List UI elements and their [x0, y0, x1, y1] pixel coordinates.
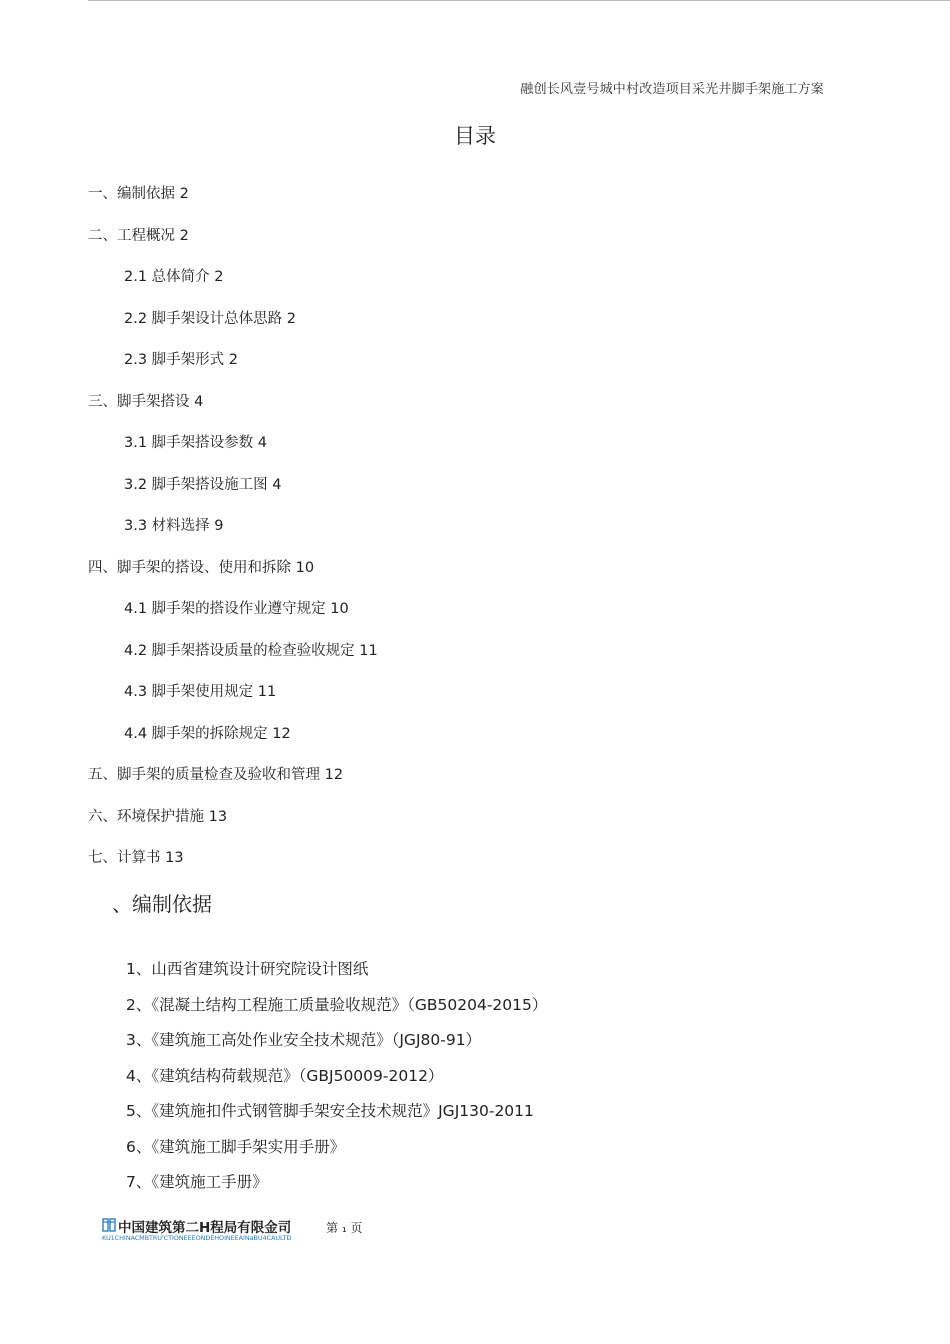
reference-item: 4、《建筑结构荷载规范》（GBJ50009-2012） — [126, 1066, 444, 1085]
toc-entry[interactable]: 三、脚手架搭设 4 — [88, 393, 204, 410]
toc-subentry[interactable]: 4.4 脚手架的拆除规定 12 — [124, 725, 291, 742]
footer-company-name: 中国建筑第二H程局有限金司 — [118, 1220, 292, 1236]
toc-entry[interactable]: 五、脚手架的质量检查及验收和管理 12 — [88, 767, 344, 783]
toc-subentry[interactable]: 3.1 脚手架搭设参数 4 — [124, 435, 268, 451]
footer-page-number: 第 ₁ 页 — [326, 1221, 363, 1235]
toc-subentry[interactable]: 4.1 脚手架的搭设作业遵守规定 10 — [124, 601, 349, 617]
company-logo-icon — [102, 1218, 116, 1232]
running-header: 融创长风壹号城中村改造项目采光井脚手架施工方案 — [520, 82, 824, 97]
toc-subentry[interactable]: 4.2 脚手架搭设质量的检查验收规定 11 — [124, 642, 378, 659]
table-of-contents — [88, 183, 848, 889]
reference-item: 2、《混凝土结构工程施工质量验收规范》（GB50204-2015） — [126, 995, 548, 1014]
toc-entry[interactable]: 四、脚手架的搭设、使用和拆除 10 — [88, 559, 315, 576]
toc-subentry[interactable]: 2.3 脚手架形式 2 — [124, 352, 239, 368]
toc-title: 目录 — [454, 124, 496, 148]
toc-entry[interactable]: 七、计算书 13 — [88, 850, 184, 866]
reference-item: 5、《建筑施扣件式钢管脚手架安全技术规范》JGJ130-2011 — [126, 1102, 534, 1120]
section-heading: 、编制依据 — [112, 892, 212, 916]
reference-item: 6、《建筑施工脚手架实用手册》 — [126, 1137, 346, 1156]
reference-item: 3、《建筑施工高处作业安全技术规范》（JGJ80-91） — [126, 1031, 482, 1049]
toc-subentry[interactable]: 3.2 脚手架搭设施工图 4 — [124, 476, 282, 493]
top-rule — [88, 0, 950, 1]
toc-subentry[interactable]: 2.2 脚手架设计总体思路 2 — [124, 310, 297, 327]
toc-subentry[interactable]: 3.3 材料选择 9 — [124, 518, 224, 534]
toc-entry[interactable]: 二、工程概况 2 — [88, 227, 189, 244]
toc-entry[interactable]: 一、编制依据 2 — [88, 186, 189, 202]
footer-company-english: KU1CHINACMBTRU'CTIONEEEONDEHOINEEAINaBU4CAULTD — [102, 1234, 292, 1242]
reference-item: 1、山西省建筑设计研究院设计图纸 — [126, 960, 369, 978]
toc-subentry[interactable]: 4.3 脚手架使用规定 11 — [124, 684, 277, 700]
reference-list — [126, 957, 547, 1206]
toc-entry[interactable]: 六、环境保护措施 13 — [88, 808, 228, 825]
toc-subentry[interactable]: 2.1 总体简介 2 — [124, 269, 224, 285]
reference-item: 7、《建筑施工手册》 — [126, 1173, 268, 1191]
